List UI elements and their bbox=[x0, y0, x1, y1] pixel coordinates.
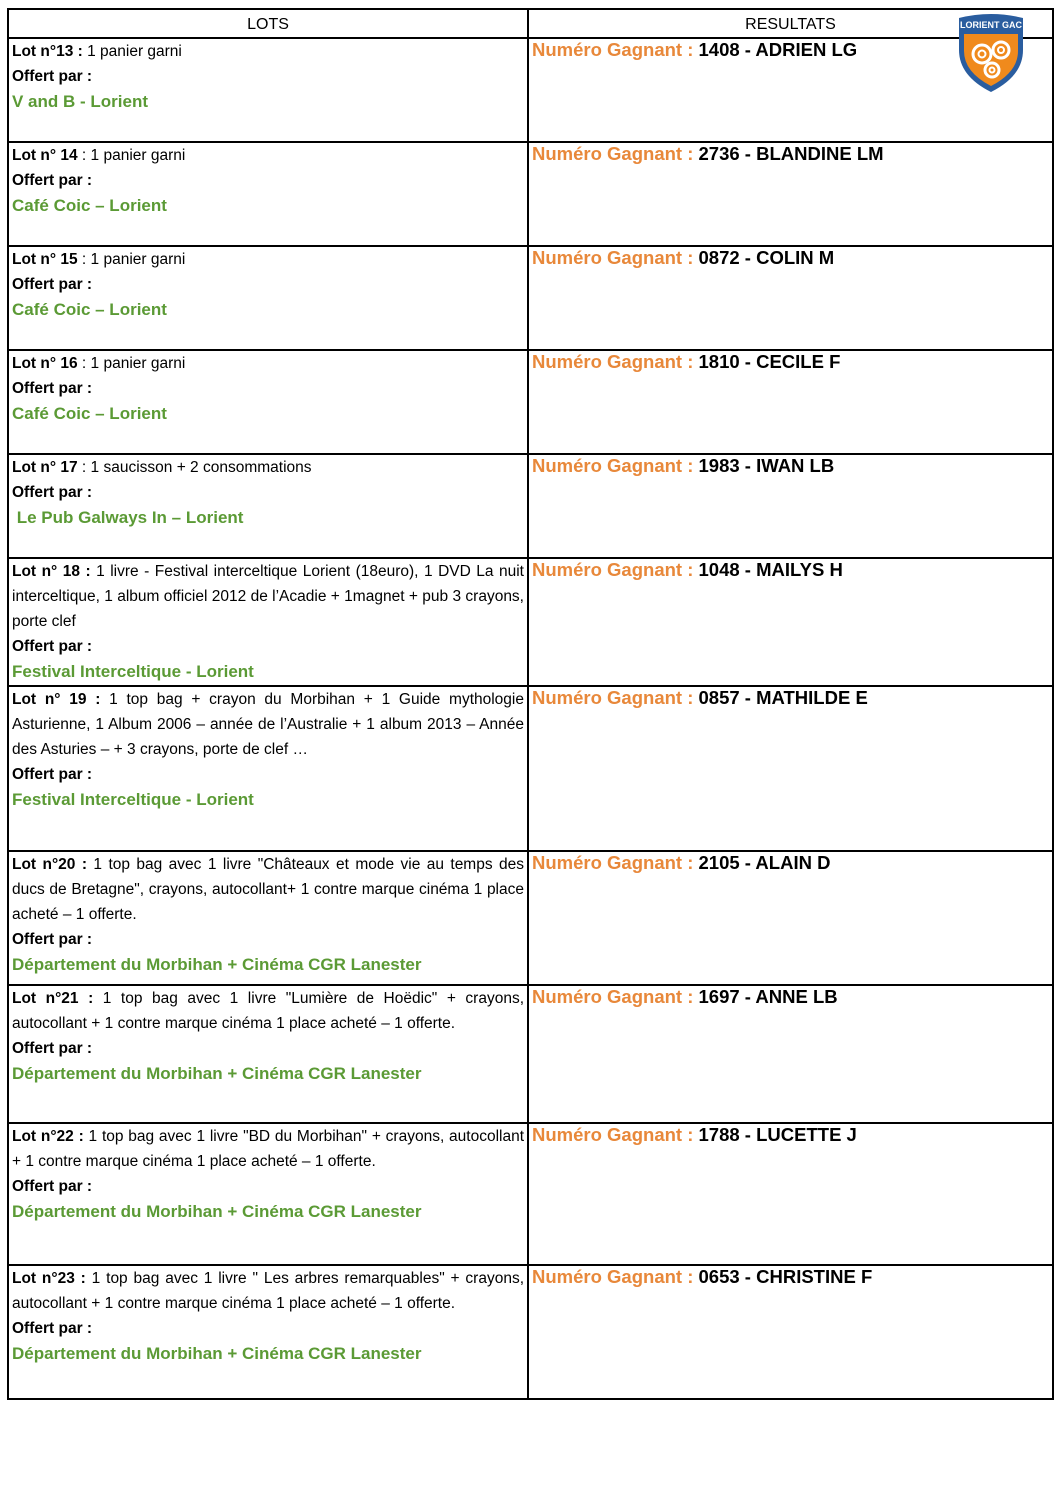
lot-text: 1 livre - Festival interceltique Lorient (18euro), 1 DVD La nuit interceltique, 1 album officiel 2012 de l’Acadie + 1magnet + pub 3 crayons, porte clef bbox=[12, 563, 524, 630]
donor-name: Café Coic – Lorient bbox=[12, 300, 167, 319]
result-cell bbox=[528, 142, 1053, 246]
header-row bbox=[8, 9, 1053, 38]
winner: 2736 - BLANDINE LM bbox=[698, 143, 884, 164]
lot-text: : 1 panier garni bbox=[77, 251, 186, 268]
lot-description bbox=[12, 455, 524, 480]
donor-name: Département du Morbihan + Cinéma CGR Lanester bbox=[12, 955, 422, 974]
result-cell bbox=[528, 851, 1053, 985]
offert-par-label: Offert par : bbox=[12, 276, 93, 293]
numero-gagnant-label: Numéro Gagnant : bbox=[532, 351, 699, 372]
winner: 1810 - CECILE F bbox=[698, 351, 841, 372]
table-row bbox=[8, 454, 1053, 558]
winner: 1697 - ANNE LB bbox=[698, 986, 838, 1007]
result-cell bbox=[528, 686, 1053, 851]
result-cell bbox=[528, 350, 1053, 454]
table-row bbox=[8, 142, 1053, 246]
numero-gagnant-label: Numéro Gagnant : bbox=[532, 1124, 699, 1145]
numero-gagnant-label: Numéro Gagnant : bbox=[532, 852, 699, 873]
lot-cell bbox=[8, 454, 528, 558]
logo-text: LORIENT GAC bbox=[960, 20, 1022, 30]
winner: 0857 - MATHILDE E bbox=[698, 687, 868, 708]
lot-number: Lot n°22 : bbox=[12, 1128, 84, 1145]
lot-text: 1 top bag avec 1 livre "Châteaux et mode vie au temps des ducs de Bretagne", crayons, autocollant+ 1 contre marque cinéma 1 place acheté – 1 offerte. bbox=[12, 856, 524, 923]
table-row bbox=[8, 1123, 1053, 1265]
lot-description bbox=[12, 351, 524, 376]
offert-par-label: Offert par : bbox=[12, 484, 93, 501]
winner: 0653 - CHRISTINE F bbox=[698, 1266, 873, 1287]
lot-number: Lot n° 17 bbox=[12, 459, 78, 476]
lot-cell bbox=[8, 686, 528, 851]
winner: 0872 - COLIN M bbox=[698, 247, 835, 268]
numero-gagnant-label: Numéro Gagnant : bbox=[532, 687, 699, 708]
table-row bbox=[8, 851, 1053, 985]
numero-gagnant-label: Numéro Gagnant : bbox=[532, 143, 699, 164]
offert-par-label: Offert par : bbox=[12, 68, 93, 85]
winner: 1408 - ADRIEN LG bbox=[698, 39, 858, 60]
result-cell bbox=[528, 985, 1053, 1123]
result-cell bbox=[528, 1265, 1053, 1399]
lot-text: : 1 panier garni bbox=[77, 147, 186, 164]
offert-par-label: Offert par : bbox=[12, 1040, 93, 1057]
result-cell bbox=[528, 454, 1053, 558]
numero-gagnant-label: Numéro Gagnant : bbox=[532, 1266, 699, 1287]
offert-par-label: Offert par : bbox=[12, 1320, 93, 1337]
lot-description bbox=[12, 1124, 524, 1174]
lot-number: Lot n°20 : bbox=[12, 856, 87, 873]
lot-cell bbox=[8, 851, 528, 985]
lot-number: Lot n° 18 : bbox=[12, 563, 91, 580]
winner: 1048 - MAILYS H bbox=[698, 559, 843, 580]
lot-text: 1 top bag + crayon du Morbihan + 1 Guide mythologie Asturienne, 1 Album 2006 – année de l’Australie + 1 album 2013 – Année des Asturies – + 3 crayons, porte de clef … bbox=[12, 691, 524, 758]
lot-number: Lot n° 19 : bbox=[12, 691, 101, 708]
offert-par-label: Offert par : bbox=[12, 172, 93, 189]
offert-par-label: Offert par : bbox=[12, 638, 93, 655]
lot-cell bbox=[8, 246, 528, 350]
lot-cell bbox=[8, 1265, 528, 1399]
lot-description bbox=[12, 559, 524, 634]
lot-number: Lot n°21 : bbox=[12, 990, 94, 1007]
offert-par-label: Offert par : bbox=[12, 1178, 93, 1195]
offert-par-label: Offert par : bbox=[12, 931, 93, 948]
table-row bbox=[8, 38, 1053, 142]
winner: 1983 - IWAN LB bbox=[698, 455, 835, 476]
donor-name: Département du Morbihan + Cinéma CGR Lanester bbox=[12, 1064, 422, 1083]
lot-number: Lot n° 15 bbox=[12, 251, 78, 268]
table-row bbox=[8, 558, 1053, 686]
winner: 1788 - LUCETTE J bbox=[698, 1124, 857, 1145]
table-row bbox=[8, 246, 1053, 350]
donor-name: Département du Morbihan + Cinéma CGR Lanester bbox=[12, 1202, 422, 1221]
lot-number: Lot n° 14 bbox=[12, 147, 78, 164]
numero-gagnant-label: Numéro Gagnant : bbox=[532, 455, 699, 476]
lot-cell bbox=[8, 38, 528, 142]
lot-description bbox=[12, 39, 524, 64]
lot-text: 1 top bag avec 1 livre "BD du Morbihan" + crayons, autocollant + 1 contre marque cinéma 1 place acheté – 1 offerte. bbox=[12, 1128, 525, 1170]
table-row bbox=[8, 985, 1053, 1123]
donor-name: Le Pub Galways In – Lorient bbox=[12, 508, 244, 527]
lot-description bbox=[12, 247, 524, 272]
header-lots: LOTS bbox=[8, 9, 528, 38]
winner: 2105 - ALAIN D bbox=[698, 852, 831, 873]
table-row bbox=[8, 686, 1053, 851]
table-row bbox=[8, 350, 1053, 454]
numero-gagnant-label: Numéro Gagnant : bbox=[532, 986, 699, 1007]
offert-par-label: Offert par : bbox=[12, 380, 93, 397]
donor-name: V and B - Lorient bbox=[12, 92, 148, 111]
lot-text: : 1 panier garni bbox=[77, 355, 186, 372]
lot-description bbox=[12, 986, 524, 1036]
lot-description bbox=[12, 852, 524, 927]
lot-cell bbox=[8, 350, 528, 454]
lot-text: 1 panier garni bbox=[82, 43, 182, 60]
lot-text: 1 top bag avec 1 livre " Les arbres remarquables" + crayons, autocollant + 1 contre marque cinéma 1 place acheté – 1 offerte. bbox=[12, 1270, 524, 1312]
lots-table bbox=[7, 8, 1054, 1400]
lot-description bbox=[12, 143, 524, 168]
lot-cell bbox=[8, 985, 528, 1123]
lot-cell bbox=[8, 142, 528, 246]
lot-number: Lot n° 16 bbox=[12, 355, 78, 372]
lot-cell bbox=[8, 1123, 528, 1265]
numero-gagnant-label: Numéro Gagnant : bbox=[532, 247, 699, 268]
donor-name: Festival Interceltique - Lorient bbox=[12, 662, 254, 681]
donor-name: Département du Morbihan + Cinéma CGR Lanester bbox=[12, 1344, 422, 1363]
donor-name: Café Coic – Lorient bbox=[12, 196, 167, 215]
result-cell bbox=[528, 1123, 1053, 1265]
lot-number: Lot n°23 : bbox=[12, 1270, 86, 1287]
lot-description bbox=[12, 1266, 524, 1316]
result-cell bbox=[528, 246, 1053, 350]
lot-text: : 1 saucisson + 2 consommations bbox=[77, 459, 312, 476]
table-row bbox=[8, 1265, 1053, 1399]
lot-text: 1 top bag avec 1 livre "Lumière de Hoëdic" + crayons, autocollant + 1 contre marque cinéma 1 place acheté – 1 offerte. bbox=[12, 990, 524, 1032]
lot-cell bbox=[8, 558, 528, 686]
numero-gagnant-label: Numéro Gagnant : bbox=[532, 39, 699, 60]
numero-gagnant-label: Numéro Gagnant : bbox=[532, 559, 699, 580]
lot-description bbox=[12, 687, 524, 762]
header-resultats: RESULTATS bbox=[528, 9, 1053, 38]
donor-name: Festival Interceltique - Lorient bbox=[12, 790, 254, 809]
lot-number: Lot n°13 : bbox=[12, 43, 83, 60]
offert-par-label: Offert par : bbox=[12, 766, 93, 783]
donor-name: Café Coic – Lorient bbox=[12, 404, 167, 423]
lorient-gac-logo bbox=[955, 10, 1027, 94]
result-cell bbox=[528, 558, 1053, 686]
